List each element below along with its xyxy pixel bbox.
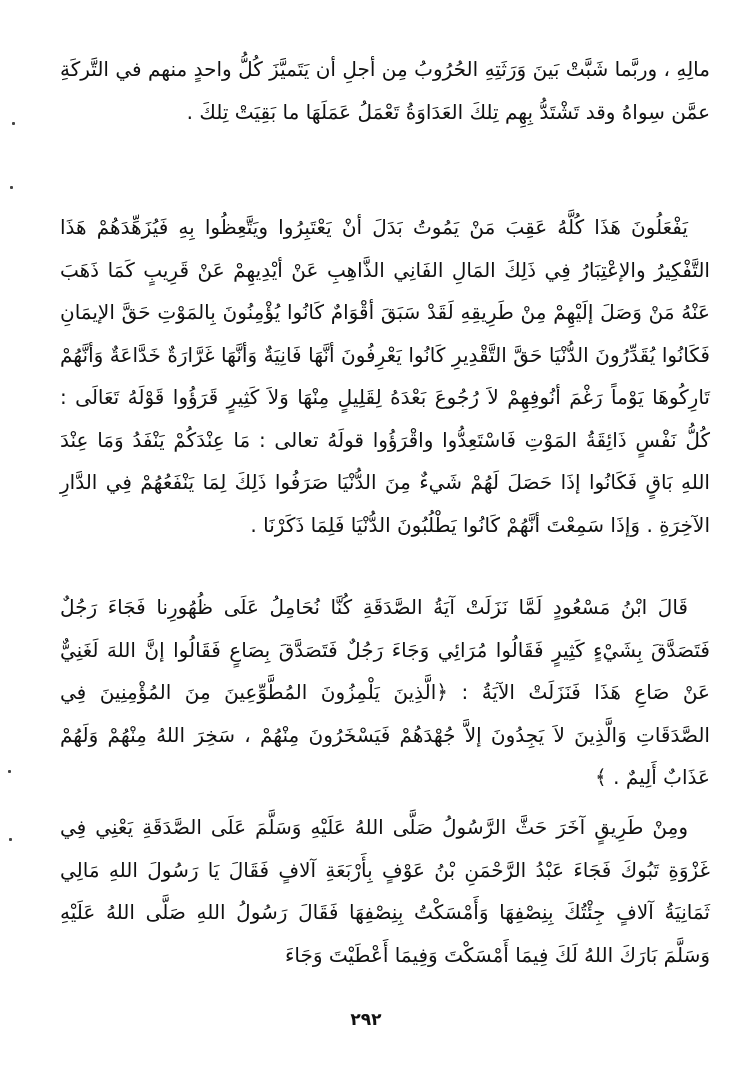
page-number: ٢٩٢ <box>350 1010 382 1030</box>
paragraph-text: ومِنْ طَرِيقٍ آخَرَ حَثَّ الرَّسُولُ صَلَّى اللهُ عَلَيْهِ وَسَلَّمَ عَلَى الصَّدَقَةِ يَعْنِي فِي غَزْوَةِ تَبُوكَ فَجَاءَ عَبْدُ الرَّحْمَنِ بْنُ عَوْفٍ بِأَرْبَعَةِ آلافٍ فَقَالَ يَا رَسُولَ اللهِ مَالِي ثَمَانِيَةُ آلافٍ جِئْتُكَ بِنِصْفِهَا وَأَمْسَكْتُ بِنِصْفِهَا فَقَالَ رَسُولُ اللهِ صَلَّى اللهُ عَلَيْهِ وَسَلَّمَ بَارَكَ اللهُ لَكَ فِيمَا أَمْسَكْتَ وَفِيمَا أَعْطَيْتَ وَجَاءَ <box>60 815 710 967</box>
paragraph-4 <box>60 806 710 976</box>
scan-speck <box>12 122 15 125</box>
paragraph-text: قَالَ ابْنُ مَسْعُودٍ لَمَّا نَزَلَتْ آيَةُ الصَّدَقَةِ كُنَّا نُحَامِلُ عَلَى ظُهُورِنا فَجَاءَ رَجُلٌ فَتَصَدَّقَ بِشَيْءٍ كَثِيرٍ فَقَالُوا مُرَائِي وَجَاءَ رَجُلٌ فَتَصَدَّقَ بِصَاعٍ فَقَالُوا إنَّ اللهَ لَغَنِيٌّ عَنْ صَاعِ هَذَا فَنَزَلَتْ الآيَةُ : ﴿الَّذِينَ يَلْمِزُونَ المُطَّوِّعِينَ مِنَ المُؤْمِنِينَ فِي الصَّدَقَاتِ وَالَّذِينَ لاَ يَجِدُونَ إلاَّ جُهْدَهُمْ فَيَسْخَرُونَ مِنْهُمْ ، سَخِرَ اللهُ مِنْهُمْ وَلَهُمْ عَذَابٌ أَلِيمٌ . ﴾ <box>60 595 710 789</box>
paragraph-text: يَفْعَلُونَ هَذَا كُلَّهُ عَقِبَ مَنْ يَمُوتُ بَدَلَ أنْ يَعْتَبِرُوا ويَتَّعِظُوا بِهِ فَيُزَهِّدَهُمْ هَذَا التَّفْكِيرُ والإعْتِبَارُ فِي ذَلِكَ المَالِ الفَانِي الذَّاهِبِ عَنْ أيْدِيهِمْ عَنْ قَرِيبٍ كَمَا ذَهَبَ عَنْهُ مَنْ وَصَلَ إلَيْهِمْ مِنْ طَرِيقِهِ لَقَدْ سَبَقَ أقْوَامٌ كَانُوا يُؤْمِنُونَ بِالمَوْتِ حَقَّ الإيمَانِ فَكَانُوا يُقَدِّرُونَ الدُّنْيَا حَقَّ التَّقْدِيرِ كَانُوا يَعْرِفُونَ أنَّهَا فَانِيَةٌ وَأنَّهَا غَرَّارَةٌ خَدَّاعَةٌ وَأنَّهُمْ تَارِكُوهَا يَوْماً رَغْمَ أنُوفِهِمْ لاَ رُجُوعَ بَعْدَهُ لِقَلِيلٍ مِنْهَا وَلاَ كَثِيرٍ قَرَؤُوا قَوْلَهُ تَعَالَى : كُلُّ نَفْسٍ ذَائِقَةُ المَوْتِ فَاسْتَعِدُّوا واقْرَؤُوا قولَهُ تعالى : مَا عِنْدَكُمْ يَنْفَدُ وَمَا عِنْدَ اللهِ بَاقٍ فَكَانُوا إذَا حَصَلَ لَهُمْ شَيءٌ مِنَ الدُّنْيَا صَرَفُوا ذَلِكَ لِمَا يَنْفَعُهُمْ فِي الدَّارِ الآخِرَةِ . وَإذَا سَمِعْتَ أنَّهُمْ كَانُوا يَطْلُبُونَ الدُّنْيَا فَلِمَا ذَكَرْنَا . <box>60 215 710 537</box>
paragraph-1 <box>60 48 710 133</box>
paragraph-text: مالِهِ ، وربَّما شَبَّتْ بَينَ وَرَثَتِهِ الحُرُوبُ مِن أجلِ أن يَتَميَّزَ كُلُّ واحدٍ منهم في التَّركَةِ عمَّن سِواهُ وقد تَشْتَدُّ بِهِم تِلكَ العَدَاوَةُ تَعْمَلُ عَمَلَهَا ما بَقِيَتْ تِلكَ . <box>60 57 710 124</box>
paragraph-3 <box>60 586 710 799</box>
paragraph-2 <box>60 206 710 546</box>
scan-speck <box>9 838 12 841</box>
scan-speck <box>10 186 13 189</box>
scan-speck <box>8 770 11 773</box>
